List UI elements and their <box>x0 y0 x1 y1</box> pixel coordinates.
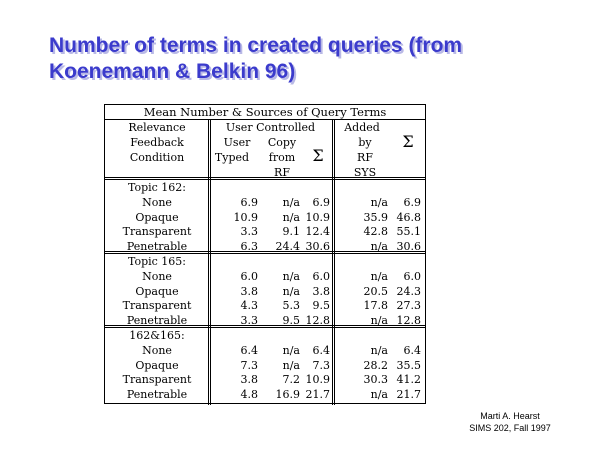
table-cell-condition: Penetrable <box>126 240 188 254</box>
table-cell-sum-total: 12.8 <box>396 314 421 328</box>
table-cell-sum-user: 10.9 <box>305 210 330 224</box>
table-cell-user-typed: 6.3 <box>240 240 258 254</box>
table-cell-user-typed: 3.3 <box>240 314 258 328</box>
table-cell-added-by-rf: 35.9 <box>363 210 388 224</box>
table-cell-added-by-rf: 42.8 <box>363 225 388 239</box>
table-cell-sum-total: 35.5 <box>396 358 421 372</box>
group-divider <box>105 177 425 180</box>
header-condition-1: Relevance <box>128 121 186 134</box>
table-cell-copy-from-rf: 7.2 <box>282 373 300 387</box>
table-cell-copy-from-rf: n/a <box>282 195 300 209</box>
table-cell-copy-from-rf: 24.4 <box>275 240 300 254</box>
table-cell-sum-user: 10.9 <box>305 373 330 387</box>
table-cell-sum-user: 30.6 <box>305 240 330 254</box>
header-user-typed-1: User <box>223 136 251 149</box>
table-cell-sum-total: 55.1 <box>396 225 421 239</box>
slide-title-line-1: Number of terms in created queries (from <box>49 34 463 57</box>
table-cell-condition: Penetrable <box>126 388 188 402</box>
table-cell-condition: Transparent <box>122 225 192 239</box>
table-cell-sum-total: 24.3 <box>396 284 421 298</box>
table-cell-condition: Opaque <box>135 284 179 298</box>
author-credit <box>445 410 575 434</box>
table-cell-condition: Opaque <box>135 210 179 224</box>
credit-author: Marti A. Hearst <box>480 411 540 421</box>
table-cell-sum-user: 9.5 <box>312 299 330 313</box>
table-cell-sum-total: 6.9 <box>403 195 421 209</box>
table-cell-sum-total: 6.4 <box>403 343 421 357</box>
table-cell-user-typed: 6.4 <box>240 343 258 357</box>
slide-title <box>49 33 589 85</box>
header-condition-3: Condition <box>129 151 185 164</box>
table-cell-sum-user: 12.8 <box>305 314 330 328</box>
header-user-controlled: User Controlled <box>225 121 316 134</box>
table-cell-sum-total: 46.8 <box>396 210 421 224</box>
table-cell-user-typed: 3.8 <box>240 284 258 298</box>
table-cell-added-by-rf: 20.5 <box>363 284 388 298</box>
table-cell-added-by-rf: n/a <box>370 314 388 328</box>
table-cell-added-by-rf: n/a <box>370 240 388 254</box>
table-cell-added-by-rf: 17.8 <box>363 299 388 313</box>
table-cell-condition: None <box>142 195 172 209</box>
table-cell-sum-total: 21.7 <box>396 388 421 402</box>
table-cell-condition: Penetrable <box>126 314 188 328</box>
table-cell-copy-from-rf: 5.3 <box>282 299 300 313</box>
table-cell-sum-user: 7.3 <box>312 358 330 372</box>
table-cell-condition: None <box>142 269 172 283</box>
table-cell-condition: Transparent <box>122 299 192 313</box>
group-label: 162&165: <box>129 329 185 342</box>
table-cell-added-by-rf: 28.2 <box>363 358 388 372</box>
header-sum-total: Σ <box>402 132 414 151</box>
table-cell-added-by-rf: n/a <box>370 269 388 283</box>
table-cell-sum-user: 6.9 <box>312 195 330 209</box>
header-added-4: SYS <box>353 166 377 179</box>
table-cell-condition: Transparent <box>122 373 192 387</box>
header-condition-2: Feedback <box>130 136 184 149</box>
table-cell-copy-from-rf: n/a <box>282 284 300 298</box>
table-cell-sum-total: 30.6 <box>396 240 421 254</box>
table-cell-user-typed: 4.8 <box>240 388 258 402</box>
header-copy-1: Copy <box>267 136 297 149</box>
table-caption: Mean Number & Sources of Query Terms <box>105 105 425 120</box>
group-divider <box>105 325 425 328</box>
column-divider-user <box>332 119 335 405</box>
credit-course: SIMS 202, Fall 1997 <box>469 423 551 433</box>
table-cell-sum-total: 6.0 <box>403 269 421 283</box>
table-cell-sum-user: 12.4 <box>305 225 330 239</box>
group-label: Topic 162: <box>127 181 187 194</box>
header-copy-2: from <box>268 151 296 164</box>
table-cell-copy-from-rf: n/a <box>282 343 300 357</box>
table-cell-added-by-rf: n/a <box>370 343 388 357</box>
table-cell-user-typed: 3.3 <box>240 225 258 239</box>
header-added-1: Added <box>344 121 380 134</box>
table-cell-copy-from-rf: 9.1 <box>282 225 300 239</box>
table-cell-user-typed: 3.8 <box>240 373 258 387</box>
table-cell-user-typed: 6.0 <box>240 269 258 283</box>
table-cell-sum-user: 21.7 <box>305 388 330 402</box>
table-cell-user-typed: 6.9 <box>240 195 258 209</box>
header-copy-3: RF <box>274 166 290 179</box>
table-cell-condition: None <box>142 343 172 357</box>
header-sum-user: Σ <box>312 146 324 165</box>
table-cell-sum-total: 41.2 <box>396 373 421 387</box>
header-added-3: RF <box>357 151 373 164</box>
header-added-2: by <box>358 136 372 149</box>
query-terms-table <box>104 104 426 404</box>
table-cell-copy-from-rf: 16.9 <box>275 388 300 402</box>
table-cell-copy-from-rf: 9.5 <box>282 314 300 328</box>
header-user-typed-2: Typed <box>214 151 250 164</box>
table-cell-added-by-rf: 30.3 <box>363 373 388 387</box>
table-cell-condition: Opaque <box>135 358 179 372</box>
table-cell-added-by-rf: n/a <box>370 195 388 209</box>
table-cell-added-by-rf: n/a <box>370 388 388 402</box>
group-label: Topic 165: <box>127 255 187 268</box>
table-cell-sum-total: 27.3 <box>396 299 421 313</box>
group-divider <box>105 251 425 254</box>
table-cell-sum-user: 6.0 <box>312 269 330 283</box>
table-cell-copy-from-rf: n/a <box>282 210 300 224</box>
slide-title-line-2: Koenemann & Belkin 96) <box>49 60 296 83</box>
table-cell-sum-user: 3.8 <box>312 284 330 298</box>
table-cell-copy-from-rf: n/a <box>282 358 300 372</box>
table-cell-sum-user: 6.4 <box>312 343 330 357</box>
table-cell-copy-from-rf: n/a <box>282 269 300 283</box>
table-cell-user-typed: 7.3 <box>240 358 258 372</box>
table-cell-user-typed: 4.3 <box>240 299 258 313</box>
table-cell-user-typed: 10.9 <box>233 210 258 224</box>
